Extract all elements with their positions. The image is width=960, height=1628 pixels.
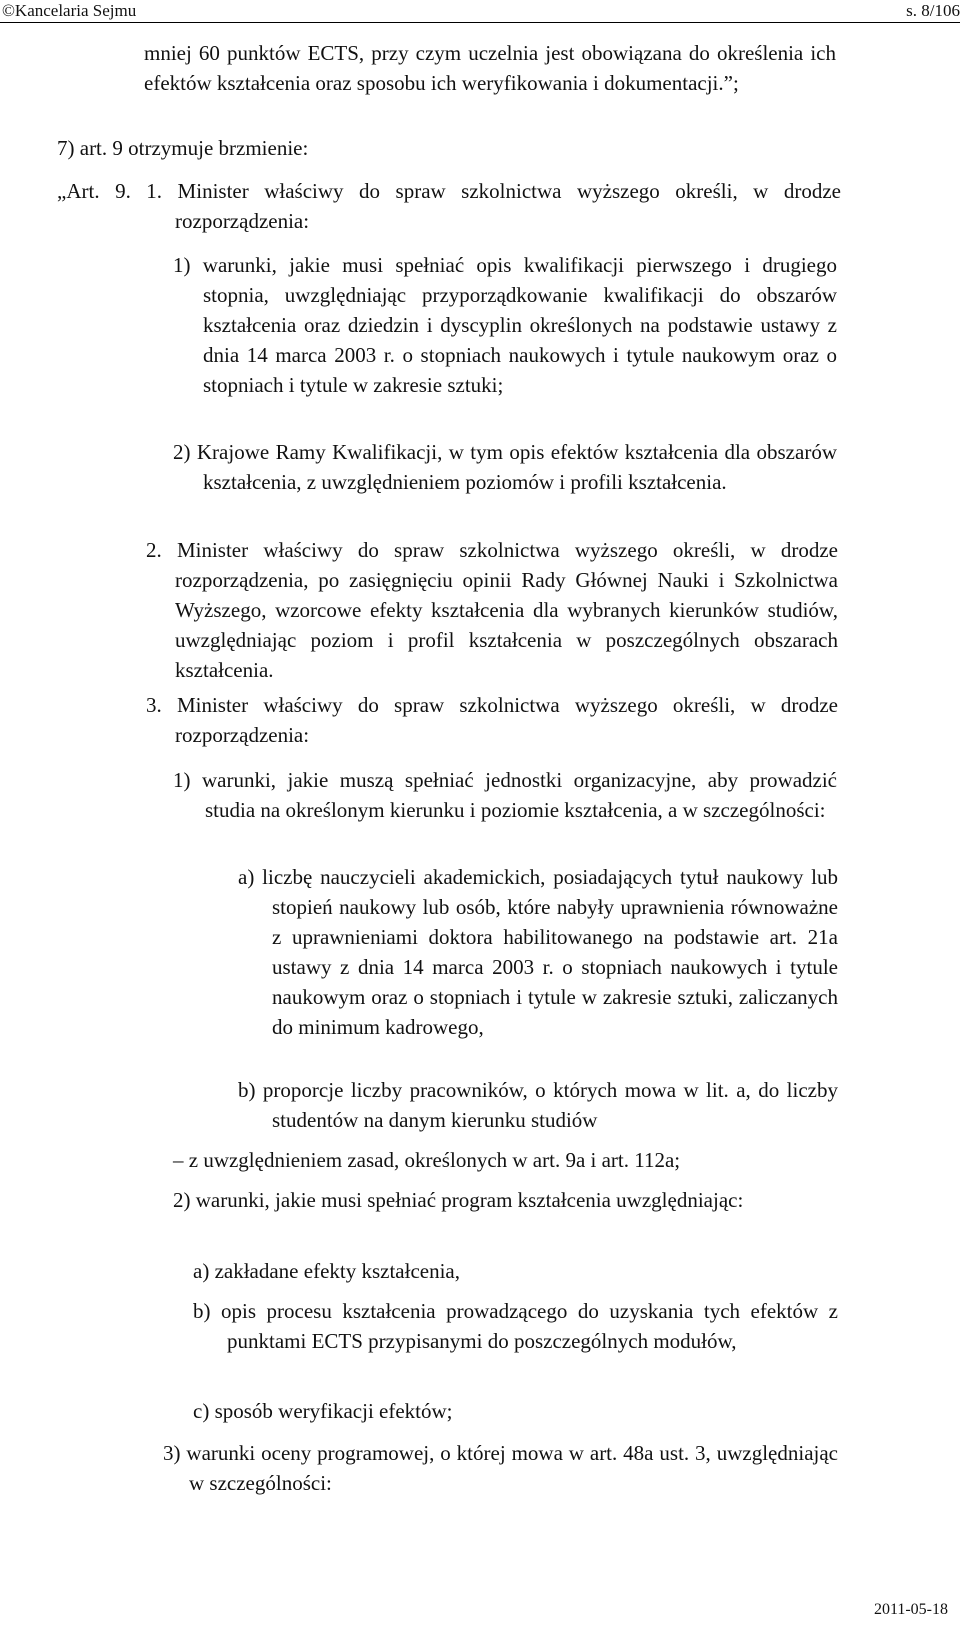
art9-s3-point-3: 3) warunki oceny programowej, o której mowa w art. 48a ust. 3, uwzględniając w szczególności: <box>163 1441 838 1495</box>
footer-date: 2011-05-18 <box>873 1601 948 1618</box>
art9-s3-p2-letter-c: c) sposób weryfikacji efektów; <box>193 1399 453 1423</box>
article-9-section-2: 2. Minister właściwy do spraw szkolnictwa wyższego określi, w drodze rozporządzenia, po zasięgnięciu opinii Rady Głównej Nauki i Szkolnictwa Wyższego, wzorcowe efekty kształcenia dla wybranych kierunków studiów, uwzględniając poziom i profil kształcenia w poszczególnych obszarach kształcenia. <box>146 538 838 682</box>
paragraph-continuation: mniej 60 punktów ECTS, przy czym uczelnia jest obowiązana do określenia ich efektów kształcenia oraz sposobu ich weryfikowania i dokumentacji.”; <box>144 41 836 95</box>
art9-s3-p2-letter-b: b) opis procesu kształcenia prowadzącego do uzyskania tych efektów z punktami ECTS przypisanymi do poszczególnych modułów, <box>193 1299 838 1353</box>
header-page-number <box>906 0 960 22</box>
art9-s3-p1-closing-dash: – z uwzględnieniem zasad, określonych w art. 9a i art. 112a; <box>173 1148 681 1172</box>
page-header <box>0 0 960 22</box>
header-page-prefix: s. <box>906 1 922 20</box>
art9-s3-p1-letter-b: b) proporcje liczby pracowników, o których mowa w lit. a, do liczby studentów na danym kierunku studiów <box>238 1078 838 1132</box>
article-9-section-1: „Art. 9. 1. Minister właściwy do spraw szkolnictwa wyższego określi, w drodze rozporządzenia: <box>57 179 841 233</box>
header-publisher: ©Kancelaria Sejmu <box>2 1 137 20</box>
header-page-value: 8/106 <box>921 1 960 20</box>
art9-s1-point-1: 1) warunki, jakie musi spełniać opis kwalifikacji pierwszego i drugiego stopnia, uwzględniając przyporządkowanie kwalifikacji do obszarów kształcenia oraz dziedzin i dyscyplin określonych na podstawie ustawy z dnia 14 marca 2003 r. o stopniach naukowych i tytule naukowym oraz o stopniach i tytule w zakresie sztuki; <box>173 253 837 397</box>
header-rule <box>0 22 960 23</box>
art9-s3-point-1: 1) warunki, jakie muszą spełniać jednostki organizacyjne, aby prowadzić studia na określonym kierunku i poziomie kształcenia, a w szczególności: <box>173 768 837 822</box>
art9-s3-p1-letter-a: a) liczbę nauczycieli akademickich, posiadających tytuł naukowy lub stopień naukowy lub osób, które nabyły uprawnienia równoważne z uprawnieniami doktora habilitowanego na podstawie art. 21a ustawy z dnia 14 marca 2003 r. o stopniach naukowych i tytule naukowym oraz o stopniach i tytule w zakresie sztuki, zaliczanych do minimum kadrowego, <box>238 865 838 1039</box>
art9-s3-point-2: 2) warunki, jakie musi spełniać program kształcenia uwzględniając: <box>173 1188 744 1212</box>
art9-s1-point-2: 2) Krajowe Ramy Kwalifikacji, w tym opis efektów kształcenia dla obszarów kształcenia, z uwzględnieniem poziomów i profili kształcenia. <box>173 440 837 494</box>
art9-s3-p2-letter-a: a) zakładane efekty kształcenia, <box>193 1259 461 1283</box>
article-9-section-3: 3. Minister właściwy do spraw szkolnictwa wyższego określi, w drodze rozporządzenia: <box>146 693 838 747</box>
amendment-point-7: 7) art. 9 otrzymuje brzmienie: <box>57 136 309 160</box>
